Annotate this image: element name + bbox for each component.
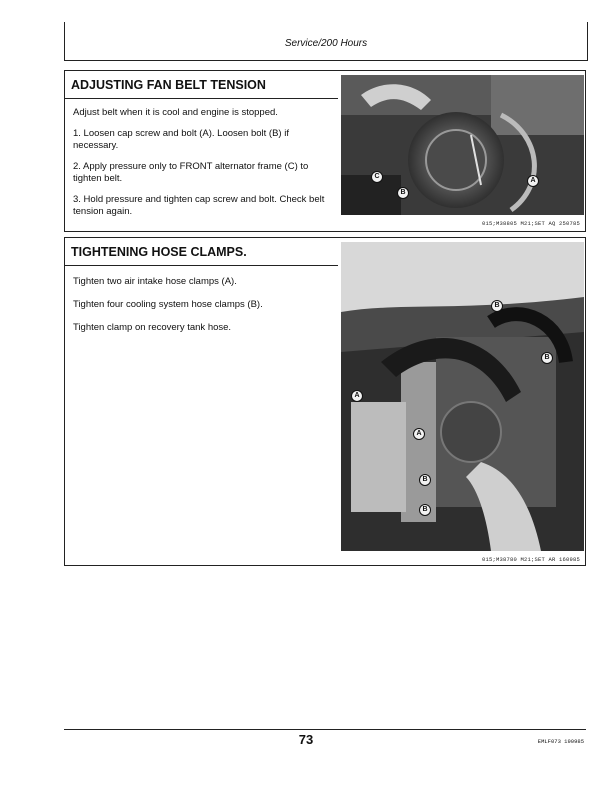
paragraph: Tighten two air intake hose clamps (A). (73, 276, 237, 287)
section-text (65, 238, 338, 565)
section-fan-belt-tension (64, 70, 586, 232)
section-heading: ADJUSTING FAN BELT TENSION (65, 71, 338, 99)
paragraph: 3. Hold pressure and tighten cap screw and bolt. Check belt tension again. (73, 194, 325, 217)
paragraph: 1. Loosen cap screw and bolt (A). Loosen bolt (B) if necessary. (73, 128, 289, 151)
callout: B (419, 504, 431, 516)
page-header-frame (64, 22, 588, 61)
paragraph: Tighten four cooling system hose clamps (B). (73, 299, 263, 310)
callout: C (371, 171, 383, 183)
callout: B (419, 474, 431, 486)
footer-rule (64, 729, 586, 730)
photo-id: 015;M38805 M21;SET AQ 250785 (481, 220, 580, 227)
engine-hoses-photo (341, 242, 584, 551)
paragraph: 2. Apply pressure only to FRONT alternator frame (C) to tighten belt. (73, 161, 309, 184)
section-heading: TIGHTENING HOSE CLAMPS. (65, 238, 338, 266)
callout: B (541, 352, 553, 364)
section-hose-clamps (64, 237, 586, 566)
running-head: Service/200 Hours (284, 38, 368, 49)
callout: A (351, 390, 363, 402)
photo-id: 015;M38780 M21;SET AR 160985 (481, 556, 580, 563)
callout: A (413, 428, 425, 440)
callout: B (491, 300, 503, 312)
callout: A (527, 175, 539, 187)
paragraph: Tighten clamp on recovery tank hose. (73, 322, 232, 333)
paragraph: Adjust belt when it is cool and engine is stopped. (73, 107, 278, 118)
section-text (65, 71, 338, 231)
page-number: 73 (298, 732, 314, 747)
doc-code: EMLF073 190985 (537, 738, 584, 745)
callout: B (397, 187, 409, 199)
alternator-photo (341, 75, 584, 215)
